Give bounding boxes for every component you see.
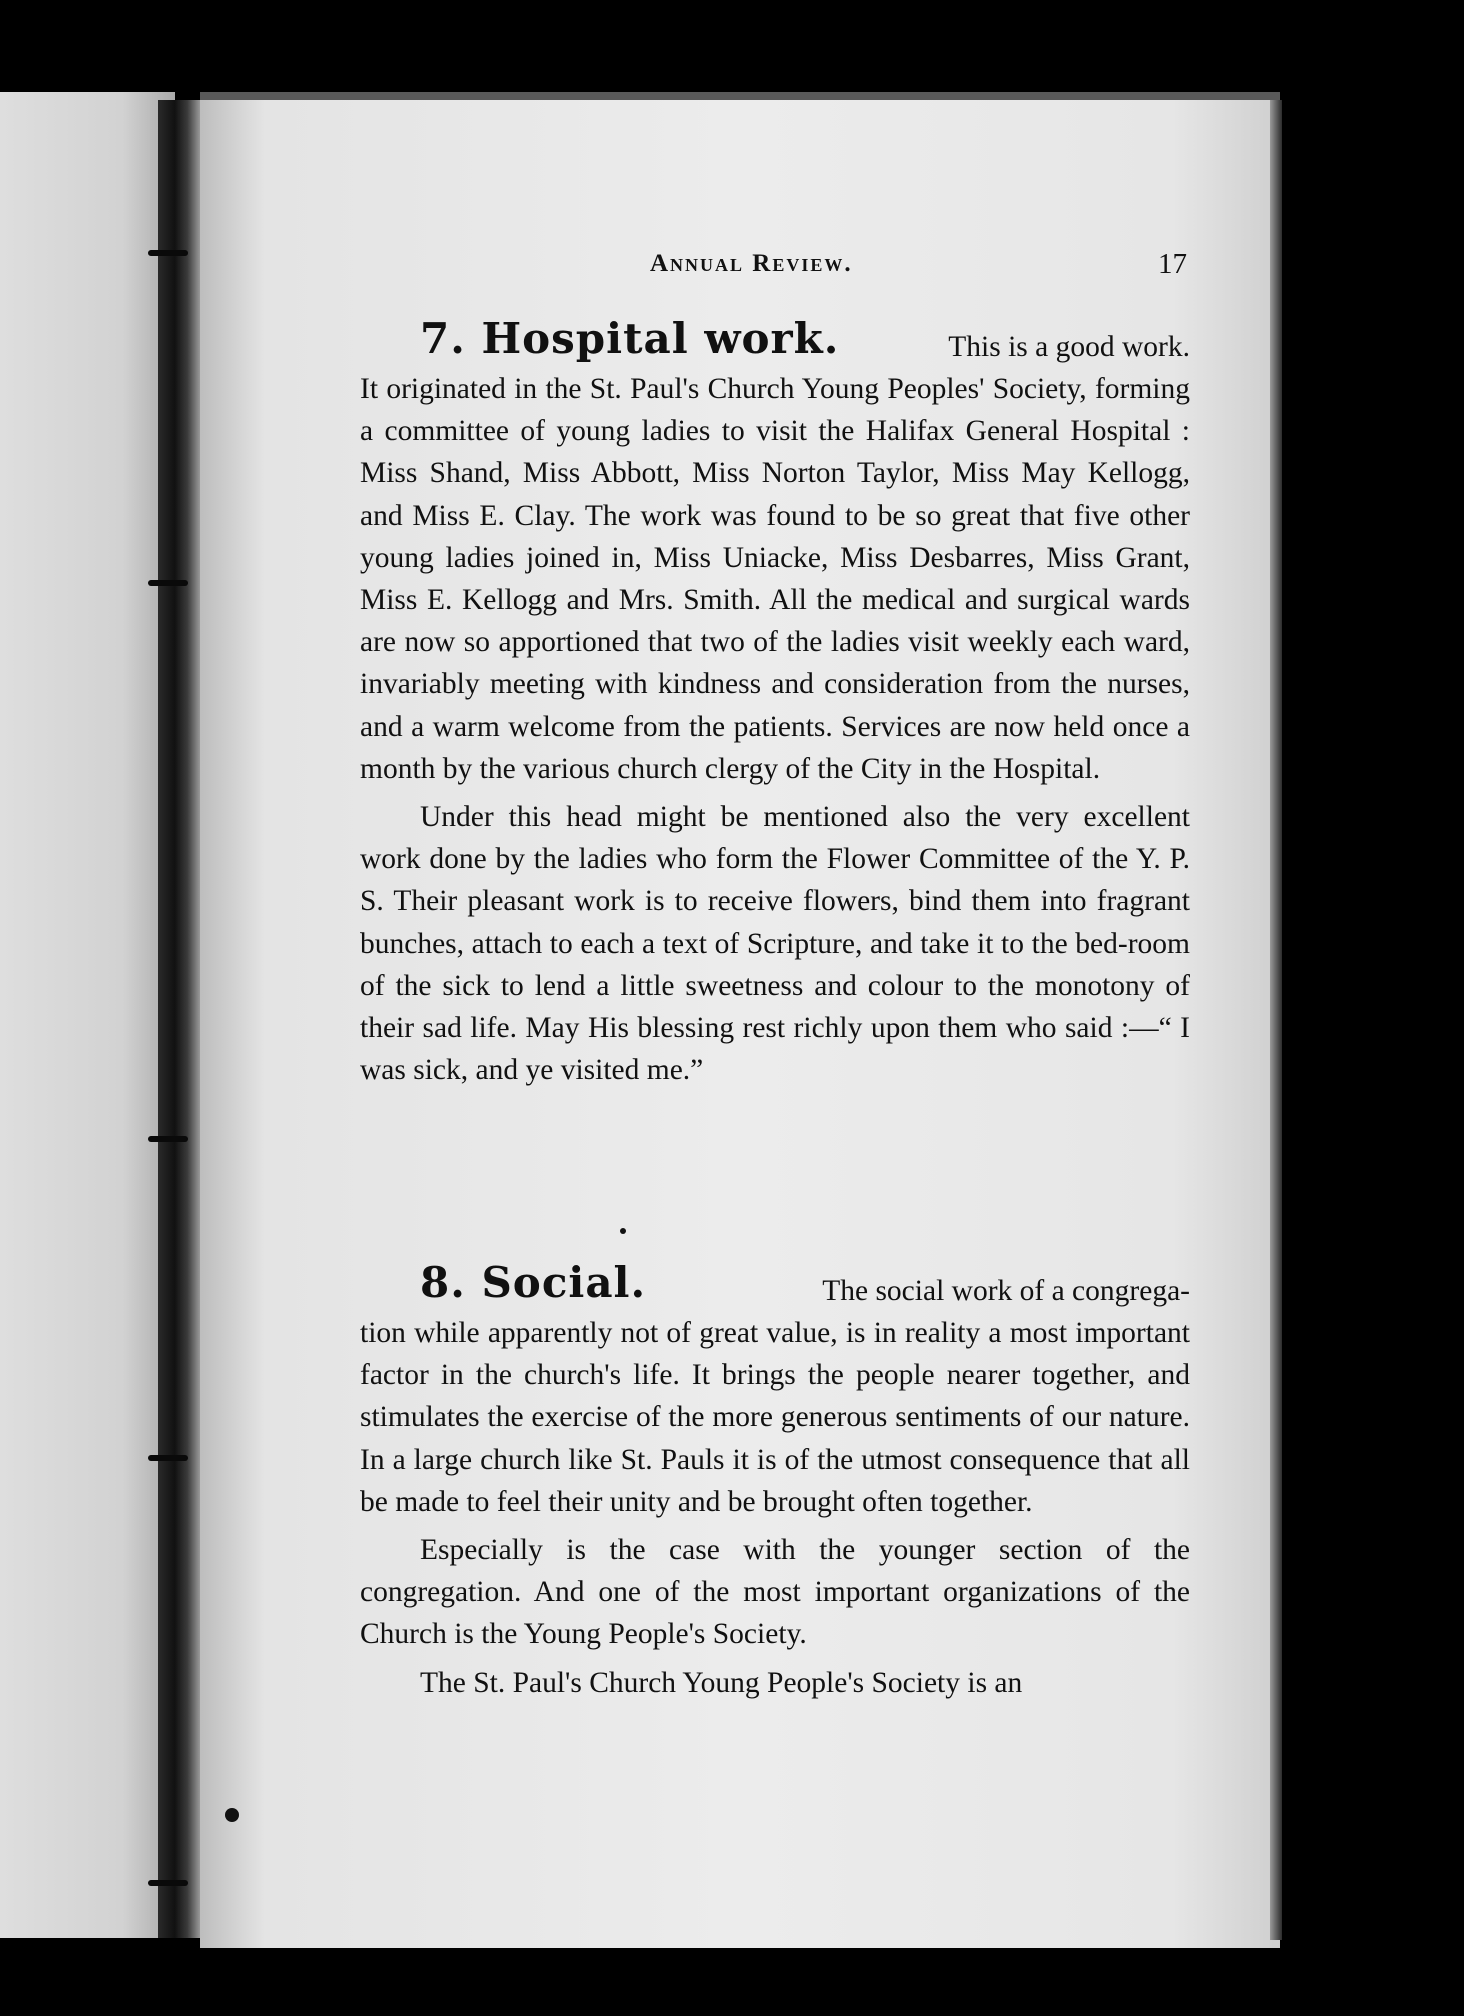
paragraph: The St. Paul's Church Young People's Society is an [420, 1666, 1023, 1699]
running-header: Annual Review. [650, 250, 853, 277]
binding-stitch [148, 250, 188, 256]
section-lead-line [360, 1258, 1190, 1312]
paragraph: Under this head might be mentioned also the very excellent work done by the ladies who form the Flower Committee of the Y. P. S. Their pleasant work is to receive flowers, bind them into fragrant bunches, attach to each a text of Scripture, and take it to the bed-room of the sick to lend a little sweetness and colour to the monotony of their sad life. May His blessing rest richly upon them who said :—“ I was sick, and ye visited me.” [360, 801, 1190, 1087]
section-lead-line [360, 314, 1190, 368]
paragraph: It originated in the St. Paul's Church Young Peoples' Society, forming a committee of young ladies to visit the Halifax General Hospital : Miss Shand, Miss Abbott, Miss Norton Taylor, Miss May Kellogg, and Miss E. Clay. The work was found to be so great that five other young ladies joined in, Miss Uniacke, Miss Desbarres, Miss Grant, Miss E. Kellogg and Mrs. Smith. All the medical and surgical wards are now so apportioned that two of the ladies visit weekly each ward, invariably meeting with kindness and consideration from the nurses, and a warm welcome from the patients. Services are now held once a month by the various church clergy of the City in the Hospital. [360, 373, 1190, 785]
binding-stitch [148, 580, 188, 586]
binding-stitch [148, 1136, 188, 1142]
section-social [360, 1258, 1190, 1704]
page-right-edge [1270, 100, 1282, 1940]
section-hospital-work [360, 314, 1190, 1091]
page-number: 17 [1158, 248, 1187, 280]
paragraph: tion while apparently not of great value, is in reality a most important factor in the church's life. It brings the people nearer together, and stimulates the exercise of the more generous sentiments of our nature. In a large church like St. Pauls it is of the utmost consequence that all be made to feel their unity and be brought often together. [360, 1317, 1190, 1518]
section-heading: 7. Hospital work. [420, 314, 840, 363]
section-lead-text: This is a good work. [948, 331, 1190, 363]
ink-speck [620, 1228, 626, 1234]
binding-stitch [148, 1455, 188, 1461]
book-spine [158, 100, 200, 1938]
left-page-edge [0, 92, 175, 1938]
paragraph: Especially is the case with the younger section of the congregation. And one of the most important organizations of the Church is the Young People's Society. [360, 1534, 1190, 1651]
section-lead-text: The social work of a congrega- [822, 1275, 1190, 1307]
ink-speck [225, 1808, 239, 1822]
section-heading: 8. Social. [420, 1258, 647, 1307]
binding-stitch [148, 1880, 188, 1886]
